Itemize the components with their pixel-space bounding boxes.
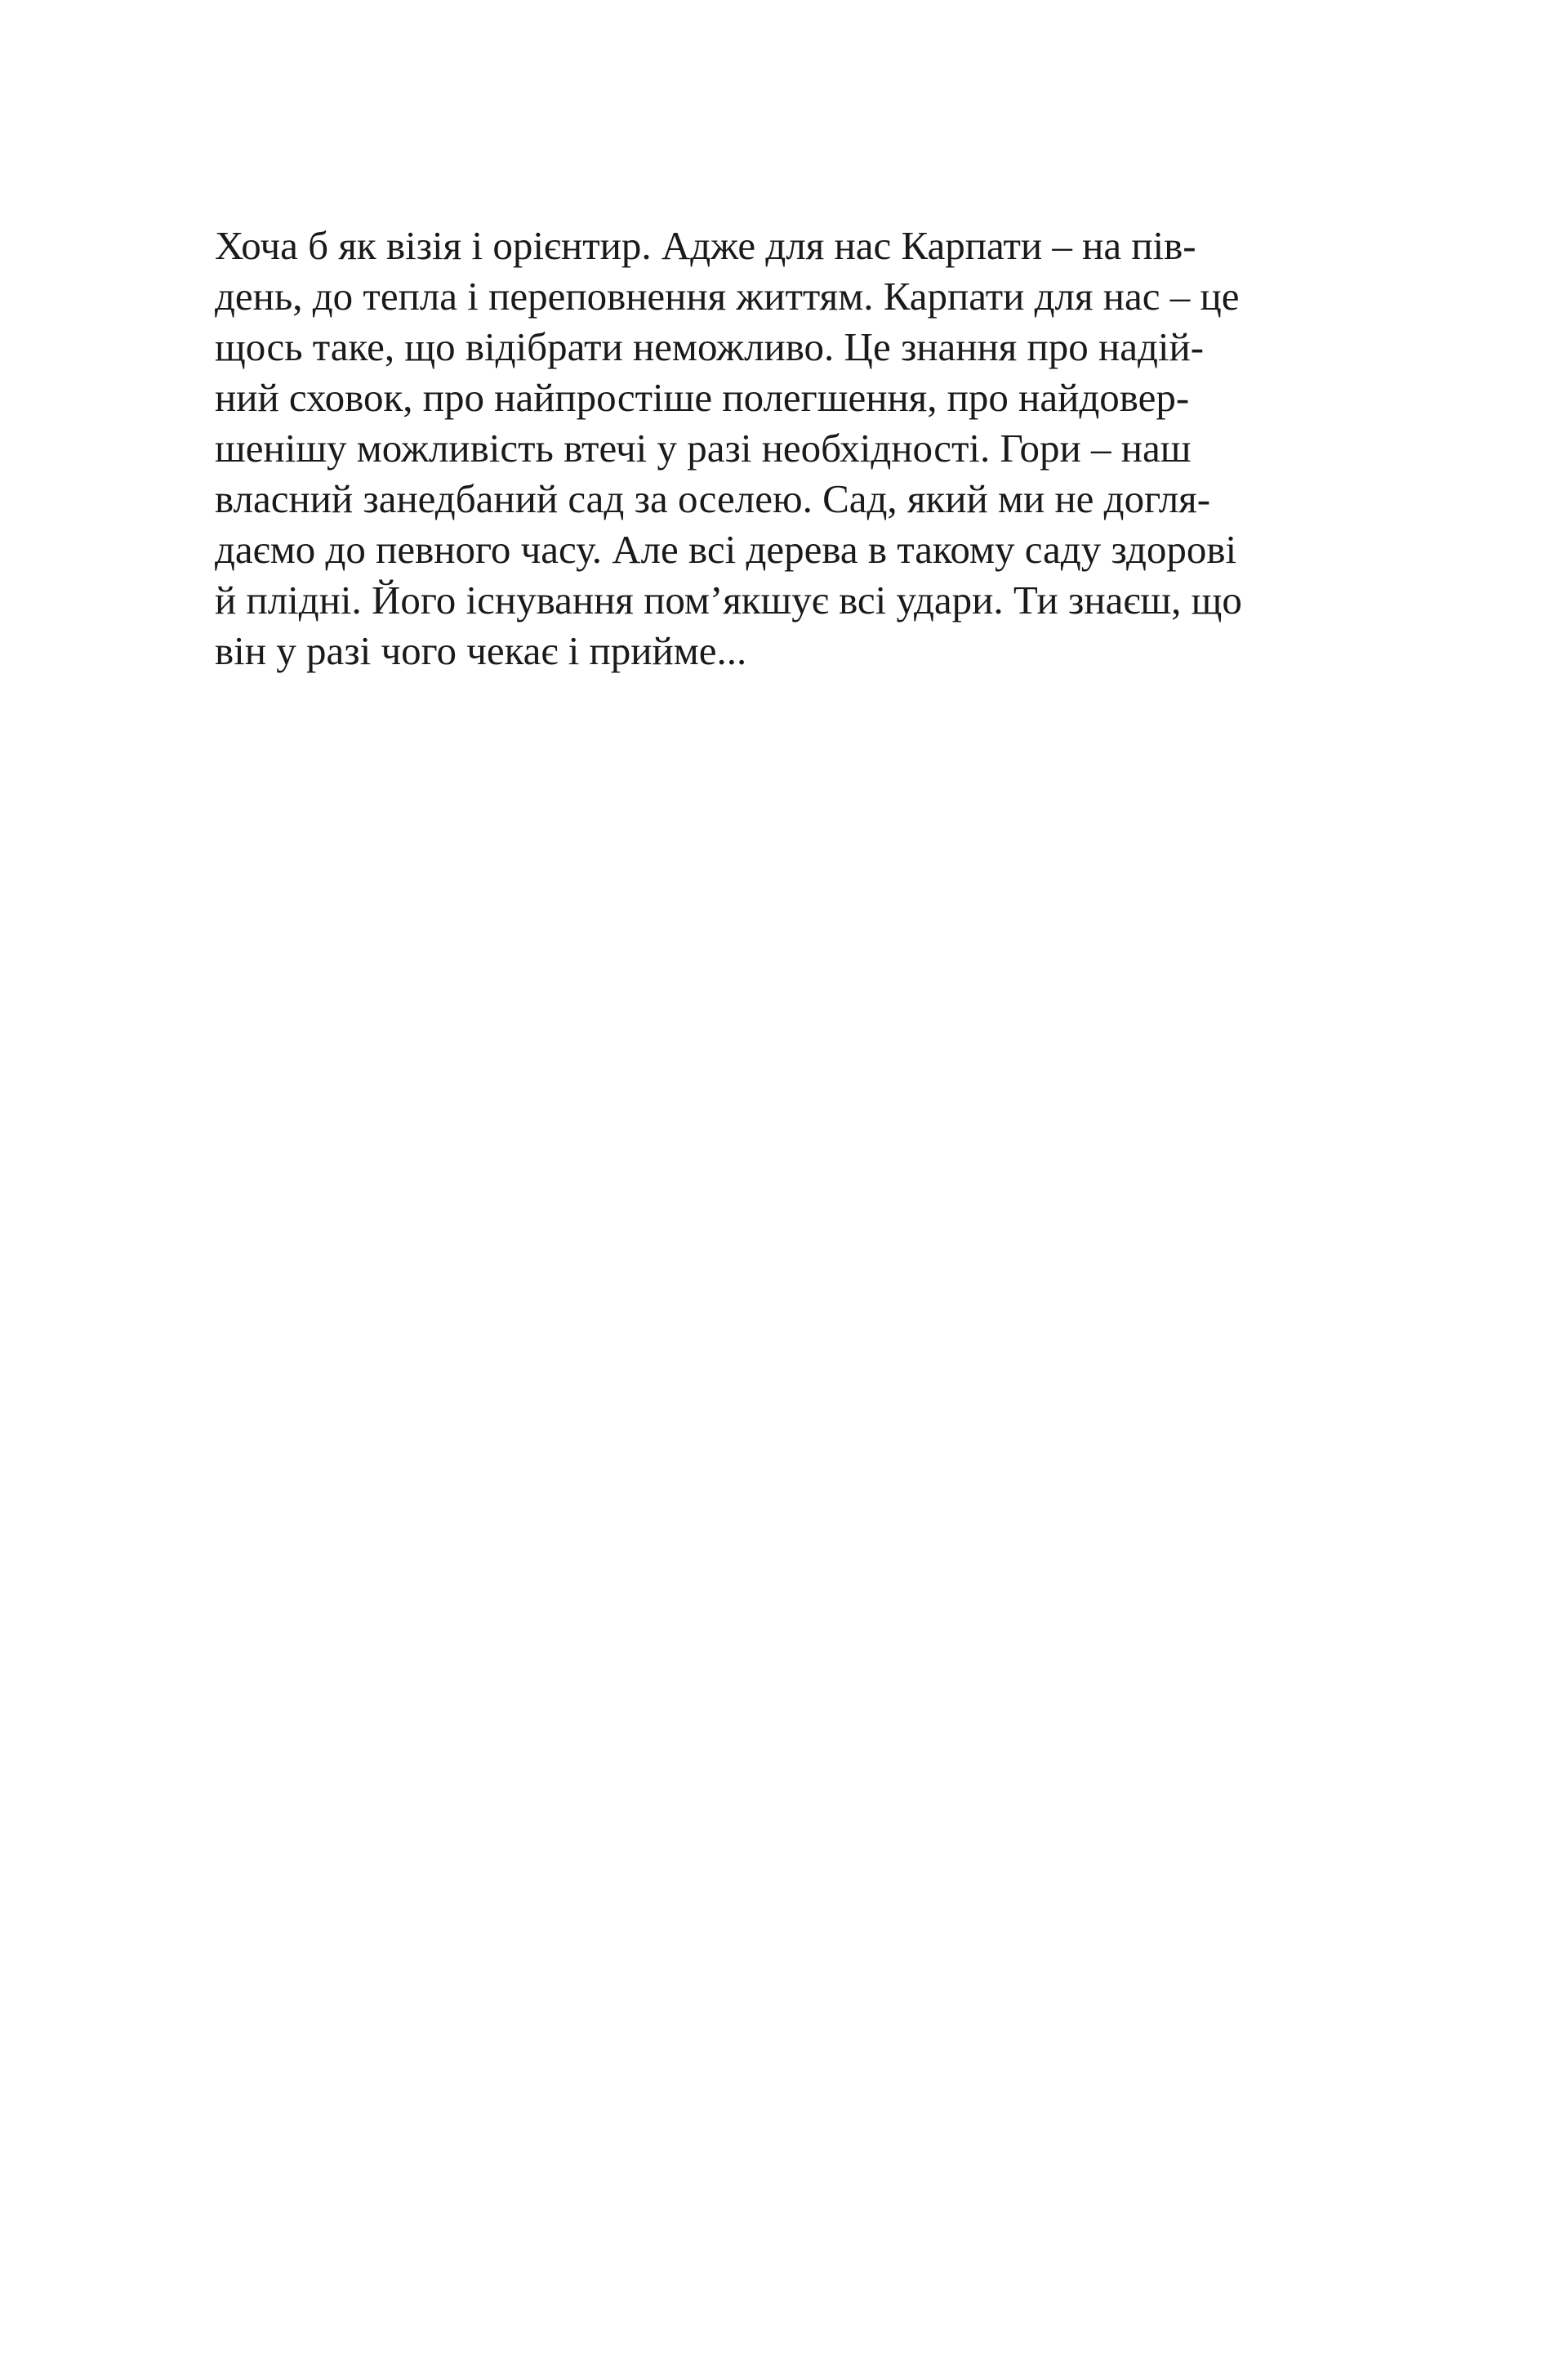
- text-line: щось таке, що відібрати неможливо. Це знання про надій-: [215, 324, 1205, 369]
- body-paragraph: [215, 221, 1358, 676]
- text-line: день, до тепла і переповнення життям. Карпати для нас – це: [215, 274, 1240, 319]
- text-line: й плідні. Його існування пом’якшує всі удари. Ти знаєш, що: [215, 578, 1242, 622]
- text-line: Хоча б як візія і орієнтир. Адже для нас Карпати – на пів-: [215, 223, 1196, 268]
- text-line: ний сховок, про найпростіше полегшення, про найдовер-: [215, 375, 1190, 420]
- text-line: даємо до певного часу. Але всі дерева в такому саду здорові: [215, 527, 1237, 572]
- text-line: власний занедбаний сад за оселею. Сад, який ми не догля-: [215, 476, 1211, 521]
- text-line: він у разі чого чекає і прийме...: [215, 628, 747, 673]
- text-line: шенішу можливість втечі у разі необхідності. Гори – наш: [215, 426, 1192, 471]
